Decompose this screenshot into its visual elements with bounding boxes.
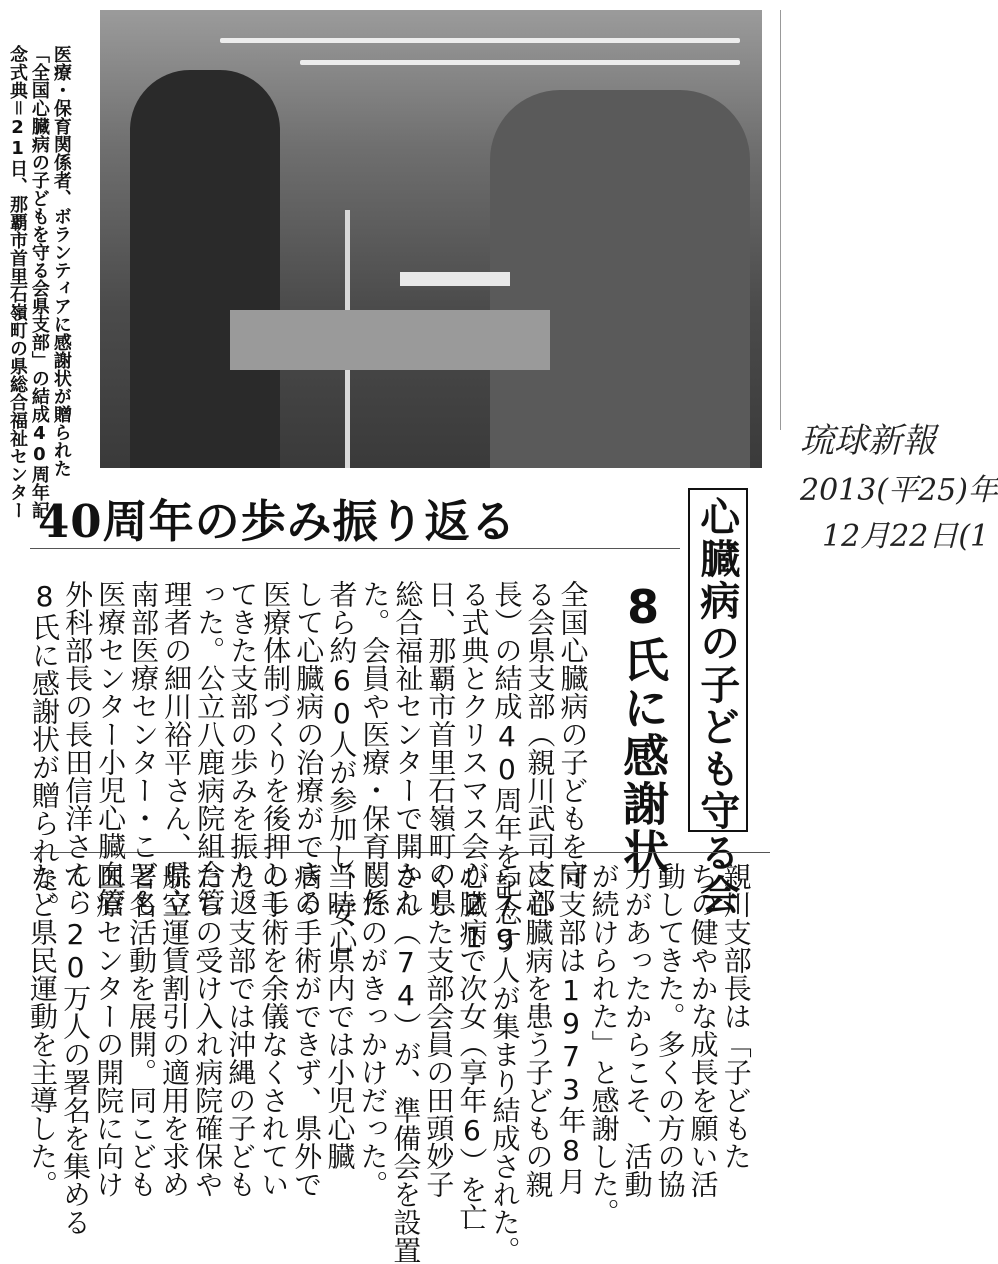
presenter-figure [130, 70, 280, 468]
certificate [400, 272, 510, 286]
article-body-upper: 全国心臓病の子どもを守 る会県支部（親川武司支部 長）の結成40周年を記念す る式典とクリスマス会が21 日、那覇市首里石嶺町の県 総合福祉センターで開かれ た。会員や医療・保育関係 者ら約60人が参加し、安心 して心臓病の治療ができる 医療体制づくりを後押しし てきた支部の歩みを振り返 った。公立八鹿病院組合管 理者の細川裕平さん、県立 南部医療センター・こども 医療センター小児心臓血管 外科部長の長田信洋さんら 8氏に感謝状が贈られた。 [28, 580, 590, 954]
headline-rule [30, 548, 680, 549]
handwritten-line: 琉球新報 [800, 421, 936, 461]
ceiling-light [220, 38, 740, 43]
subhead-boxed: 心臓病の子ども守る会 [693, 496, 740, 916]
handwritten-source-note [800, 415, 998, 561]
recipient-figure [490, 90, 750, 468]
ceiling-light [300, 60, 740, 65]
handwritten-line: 12月22日(1 [822, 519, 990, 555]
news-photo [100, 10, 762, 468]
clipping-edge [780, 10, 781, 430]
subhead-main: 8氏に感謝状 [616, 580, 671, 876]
photo-caption: 医療・保育関係者、ボランティアに感謝状が贈られた 「全国心臓病の子どもを守る会県支部」の結成40周年記 念式典＝21日、那覇市首里石嶺町の県総合福祉センター [6, 45, 72, 519]
table [230, 310, 550, 370]
handwritten-line: 2013(平25)年 [800, 472, 998, 508]
headline: 40周年の歩み振り返る [38, 495, 517, 548]
article-body-lower: 親川支部長は「子どもた ちの健やかな成長を願い活 動してきた。多くの方の協 力があったからこそ、活動 が続けられた」と感謝した。 同支部は1973年8月 に心臓病を患う子どもの親 ら79人が集まり結成された。 心臓病で次女（享年6）を亡 くした支部会員の田頭妙子 さん（74）が、準備会を設置 したのがきっかけだった。 当時、県内では小児心臓 病の手術ができず、県外で の手術を余儀なくされてい た。支部では沖縄の子ども たちの受け入れ病院確保や 航空運賃割引の適用を求め 署名活動を展開。同こども 医療センターの開院に向け て、20万人の署名を集める など県民運動を主導した。 [26, 862, 753, 1264]
